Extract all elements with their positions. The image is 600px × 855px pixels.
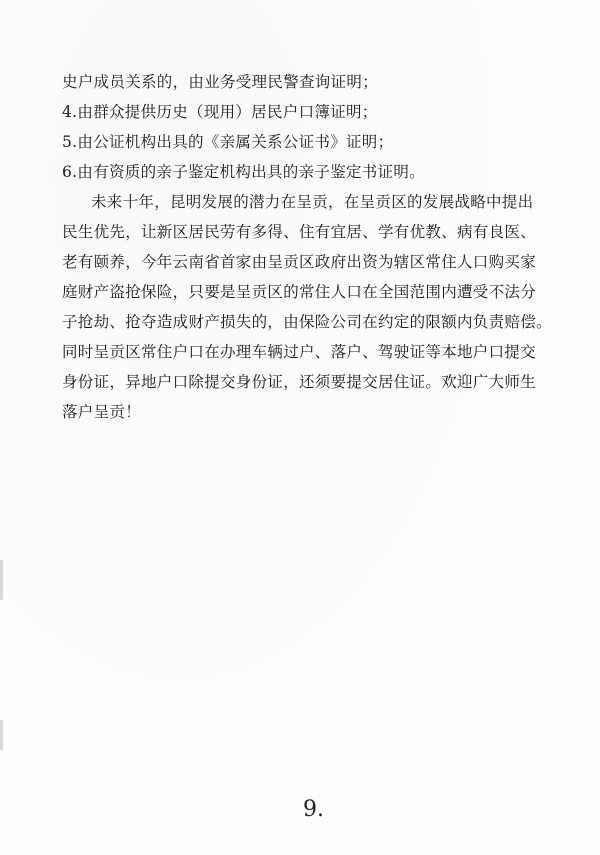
scan-edge-mark xyxy=(0,560,3,600)
text-line: 老有颐养，今年云南省首家由呈贡区政府出资为辖区常住人口购买家 xyxy=(62,253,537,271)
text-line: 6.由有资质的亲子鉴定机构出具的亲子鉴定书证明。 xyxy=(62,163,425,181)
text-line: 民生优先，让新区居民劳有多得、住有宜居、学有优教、病有良医、 xyxy=(62,223,537,241)
text-line: 落户呈贡！ xyxy=(62,403,142,421)
text-line: 子抢劫、抢夺造成财产损失的，由保险公司在约定的限额内负责赔偿。 xyxy=(62,313,552,331)
page-number: 9. xyxy=(303,797,324,822)
paragraph-first-line: 未来十年，昆明发展的潜力在呈贡，在呈贡区的发展战略中提出 xyxy=(91,193,534,211)
text-line: 史户成员关系的，由业务受理民警查询证明； xyxy=(62,73,379,91)
text-line: 同时呈贡区常住户口在办理车辆过户、落户、驾驶证等本地户口提交 xyxy=(62,343,537,361)
text-line: 5.由公证机构出具的《亲属关系公证书》证明； xyxy=(62,133,394,151)
scan-edge-mark xyxy=(0,720,3,750)
text-line: 庭财产盗抢保险，只要是呈贡区的常住人口在全国范围内遭受不法分 xyxy=(62,283,537,301)
text-line: 身份证，异地户口除提交身份证，还须要提交居住证。欢迎广大师生 xyxy=(62,373,537,391)
text-line: 4.由群众提供历史（现用）居民户口簿证明； xyxy=(62,103,378,121)
